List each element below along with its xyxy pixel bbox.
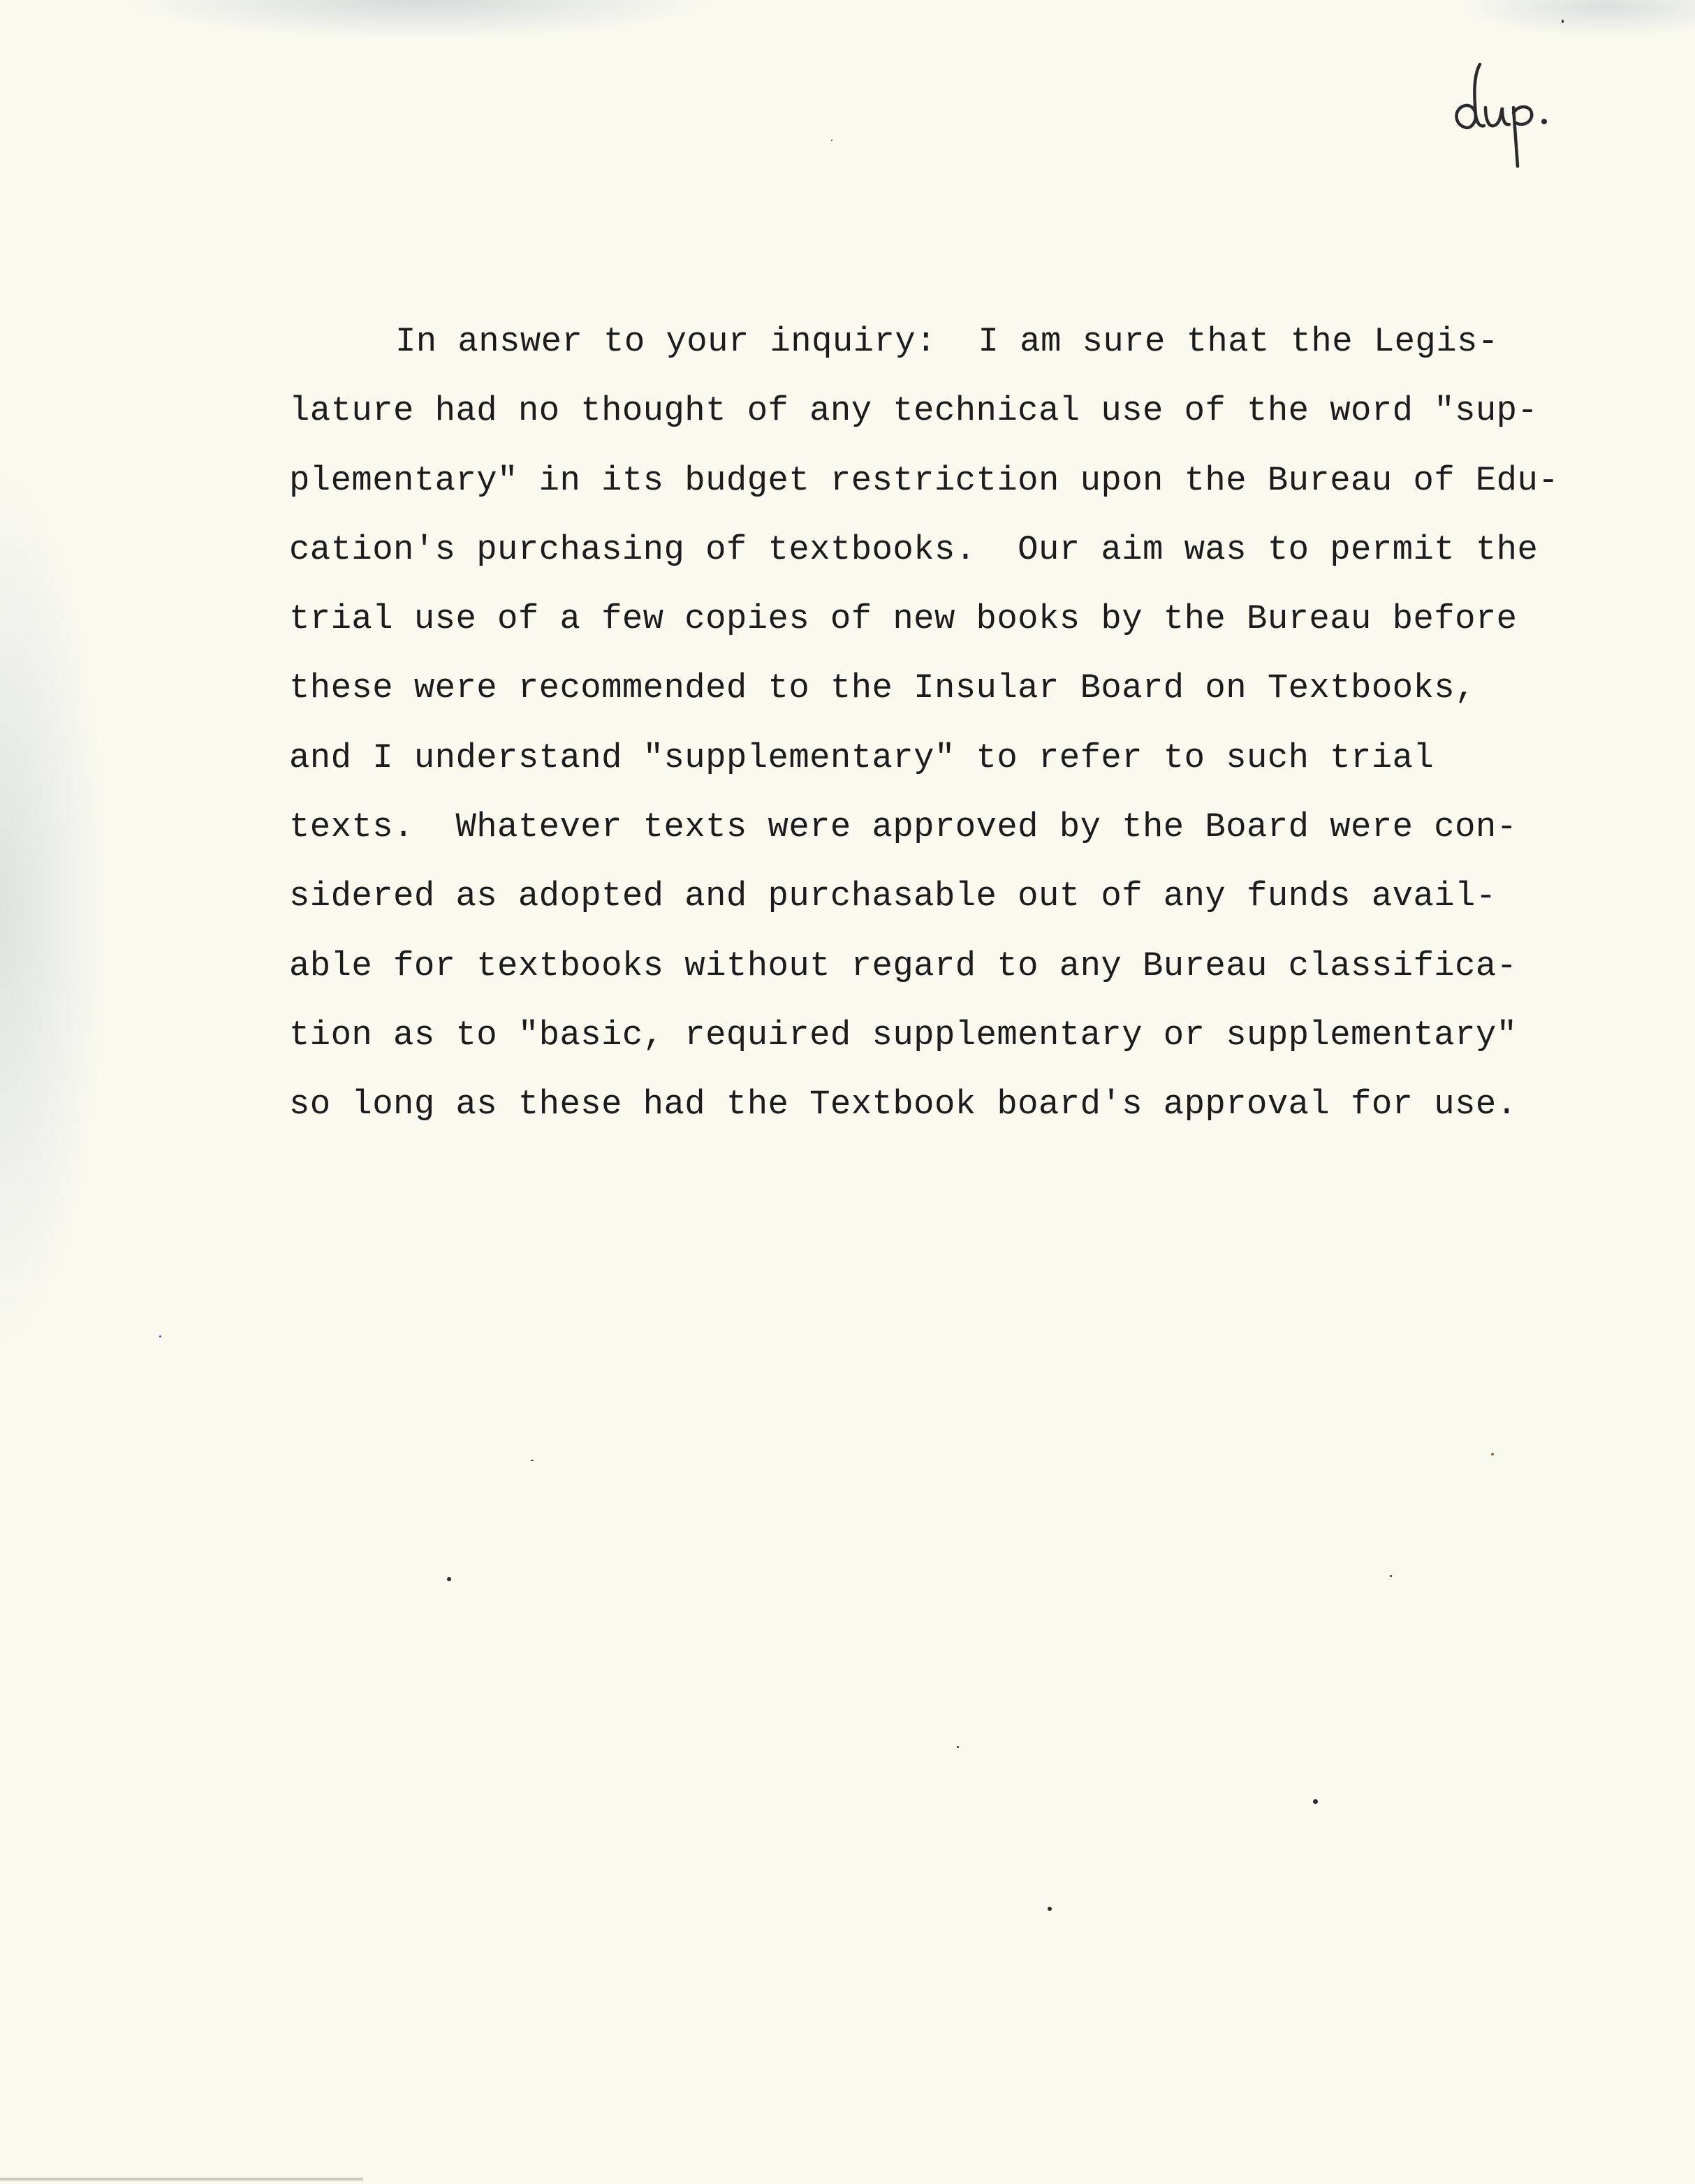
paragraph-line: these were recommended to the Insular Board on Textbooks,: [289, 668, 1476, 708]
paper-speck: [1313, 1799, 1318, 1804]
paragraph-line: able for textbooks without regard to any Bureau classifica-: [289, 946, 1518, 985]
paragraph-line: sidered as adopted and purchasable out of any funds avail-: [289, 877, 1497, 916]
paragraph-line: In answer to your inquiry: I am sure that the Legis-: [395, 322, 1499, 361]
paper-speck: [1048, 1907, 1052, 1911]
paper-speck: [1562, 20, 1564, 23]
paragraph-line: cation's purchasing of textbooks. Our aim was to permit the: [289, 529, 1539, 569]
typed-paragraph: [289, 307, 1630, 1140]
handwritten-note-text: dup.: [1449, 49, 1451, 50]
paragraph-line: plementary" in its budget restriction upon the Bureau of Edu-: [289, 460, 1560, 500]
handwritten-dup-note: [1449, 49, 1561, 168]
archive-footer-strip: [0, 2174, 363, 2184]
paragraph-line: and I understand "supplementary" to refer to such trial: [289, 738, 1434, 777]
paragraph-line: tion as to "basic, required supplementary or supplementary": [289, 1015, 1518, 1055]
paper-speck: [1390, 1575, 1392, 1577]
paragraph-line: so long as these had the Textbook board's approval for use.: [289, 1085, 1518, 1124]
paper-speck: [831, 140, 832, 141]
paper-speck: [1491, 1453, 1494, 1456]
paragraph-line: trial use of a few copies of new books by the Bureau before: [289, 599, 1518, 639]
paper-speck: [447, 1577, 451, 1581]
paragraph-line: texts. Whatever texts were approved by the Board were con-: [289, 807, 1518, 847]
paper-speck: [531, 1460, 534, 1461]
paper-speck: [159, 1335, 161, 1337]
paper-speck: [957, 1746, 959, 1748]
paragraph-line: lature had no thought of any technical use of the word "sup-: [289, 391, 1539, 431]
